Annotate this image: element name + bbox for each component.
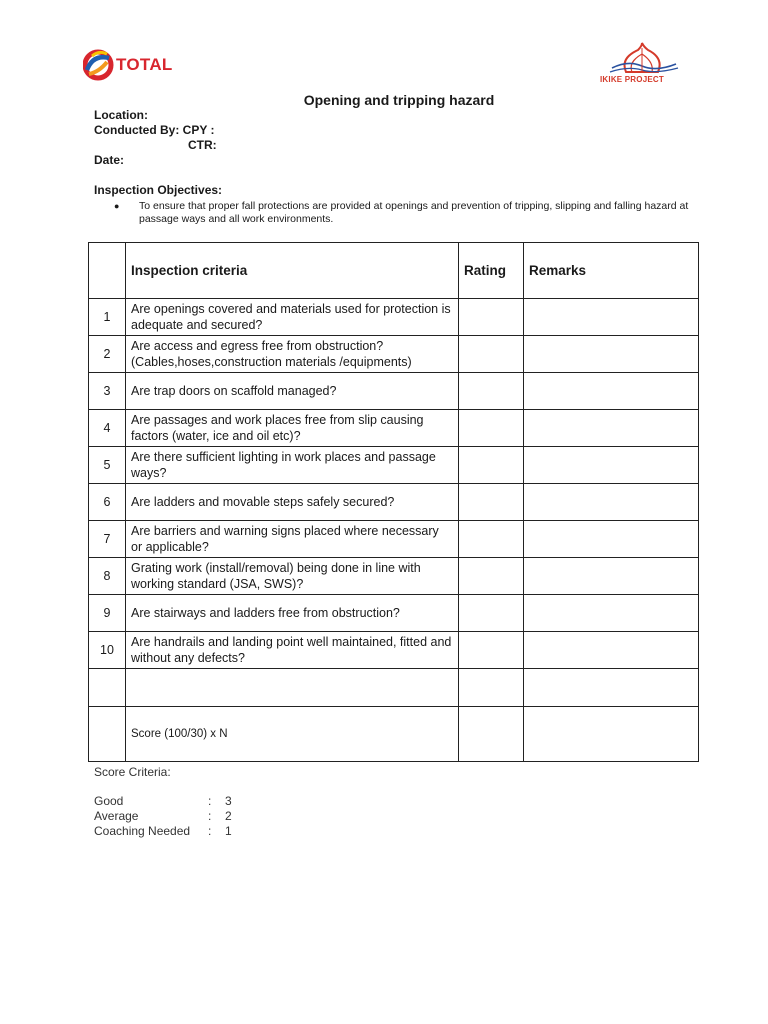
criteria-item <box>94 809 294 824</box>
row-number: 7 <box>89 521 126 558</box>
remarks-cell[interactable] <box>524 336 699 373</box>
table-row <box>89 447 699 484</box>
rating-cell[interactable] <box>459 632 524 669</box>
remarks-cell[interactable] <box>524 484 699 521</box>
ikike-emblem-icon <box>598 42 688 76</box>
row-criteria: Are passages and work places free from slip causing factors (water, ice and oil etc)? <box>126 410 459 447</box>
remarks-cell[interactable] <box>524 299 699 336</box>
row-criteria: Are trap doors on scaffold managed? <box>126 373 459 410</box>
row-number: 4 <box>89 410 126 447</box>
score-row <box>89 707 699 762</box>
table-row <box>89 595 699 632</box>
header-remarks: Remarks <box>524 243 699 299</box>
blank-cell <box>89 707 126 762</box>
rating-cell[interactable] <box>459 595 524 632</box>
table-row <box>89 521 699 558</box>
row-criteria: Are access and egress free from obstruction? (Cables,hoses,construction materials /equipments) <box>126 336 459 373</box>
table-row <box>89 410 699 447</box>
criteria-separator: : <box>208 824 212 838</box>
criteria-item <box>94 824 294 839</box>
criteria-value: 3 <box>225 794 232 808</box>
objective-text: To ensure that proper fall protections are provided at openings and prevention of tripping, slipping and falling hazard at passage ways and all work environments. <box>139 200 689 225</box>
row-criteria: Grating work (install/removal) being done in line with working standard (JSA, SWS)? <box>126 558 459 595</box>
rating-cell[interactable] <box>459 558 524 595</box>
rating-cell[interactable] <box>459 521 524 558</box>
row-criteria: Are openings covered and materials used for protection is adequate and secured? <box>126 299 459 336</box>
table-row-blank <box>89 669 699 707</box>
rating-cell[interactable] <box>459 373 524 410</box>
criteria-value: 1 <box>225 824 232 838</box>
table-header-row <box>89 243 699 299</box>
row-criteria: Are stairways and ladders free from obstruction? <box>126 595 459 632</box>
bullet-icon: ● <box>114 201 120 211</box>
location-label: Location: <box>94 108 148 122</box>
criteria-name: Average <box>94 809 139 823</box>
criteria-separator: : <box>208 809 212 823</box>
criteria-item <box>94 794 294 809</box>
row-number: 2 <box>89 336 126 373</box>
rating-cell[interactable] <box>459 299 524 336</box>
header-rating: Rating <box>459 243 524 299</box>
remarks-cell[interactable] <box>524 447 699 484</box>
conducted-by-label: Conducted By: CPY : <box>94 123 215 137</box>
rating-cell[interactable] <box>459 484 524 521</box>
criteria-separator: : <box>208 794 212 808</box>
row-number: 6 <box>89 484 126 521</box>
table-row <box>89 373 699 410</box>
row-number: 10 <box>89 632 126 669</box>
score-remarks-cell[interactable] <box>524 707 699 762</box>
total-logo <box>83 44 175 84</box>
remarks-cell[interactable] <box>524 521 699 558</box>
meta-fields <box>94 108 217 168</box>
blank-cell <box>459 669 524 707</box>
score-criteria-heading: Score Criteria: <box>94 765 171 779</box>
total-emblem-icon <box>83 44 115 84</box>
row-number: 3 <box>89 373 126 410</box>
inspection-table <box>88 242 699 762</box>
ikike-caption: IKIKE PROJECT <box>600 75 664 84</box>
remarks-cell[interactable] <box>524 373 699 410</box>
document-title: Opening and tripping hazard <box>303 92 495 108</box>
objectives-heading: Inspection Objectives: <box>94 183 223 197</box>
score-formula: Score (100/30) x N <box>126 707 459 762</box>
remarks-cell[interactable] <box>524 410 699 447</box>
blank-cell <box>89 669 126 707</box>
rating-cell[interactable] <box>459 447 524 484</box>
header-criteria: Inspection criteria <box>126 243 459 299</box>
rating-cell[interactable] <box>459 410 524 447</box>
row-criteria: Are handrails and landing point well maintained, fitted and without any defects? <box>126 632 459 669</box>
row-number: 5 <box>89 447 126 484</box>
remarks-cell[interactable] <box>524 558 699 595</box>
table-row <box>89 299 699 336</box>
criteria-value: 2 <box>225 809 232 823</box>
ikike-project-logo <box>598 42 688 88</box>
date-label: Date: <box>94 153 125 167</box>
row-criteria: Are barriers and warning signs placed where necessary or applicable? <box>126 521 459 558</box>
ctr-label: CTR: <box>188 138 217 152</box>
score-rating-cell[interactable] <box>459 707 524 762</box>
criteria-name: Good <box>94 794 124 808</box>
table-row <box>89 336 699 373</box>
row-number: 1 <box>89 299 126 336</box>
row-number: 8 <box>89 558 126 595</box>
blank-cell <box>524 669 699 707</box>
blank-cell <box>126 669 459 707</box>
remarks-cell[interactable] <box>524 632 699 669</box>
header-number <box>89 243 126 299</box>
table-row <box>89 632 699 669</box>
remarks-cell[interactable] <box>524 595 699 632</box>
total-wordmark: TOTAL <box>116 55 173 74</box>
table-row <box>89 558 699 595</box>
table-row <box>89 484 699 521</box>
score-criteria-list <box>94 794 294 839</box>
row-criteria: Are there sufficient lighting in work places and passage ways? <box>126 447 459 484</box>
row-criteria: Are ladders and movable steps safely secured? <box>126 484 459 521</box>
criteria-name: Coaching Needed <box>94 824 191 838</box>
row-number: 9 <box>89 595 126 632</box>
rating-cell[interactable] <box>459 336 524 373</box>
